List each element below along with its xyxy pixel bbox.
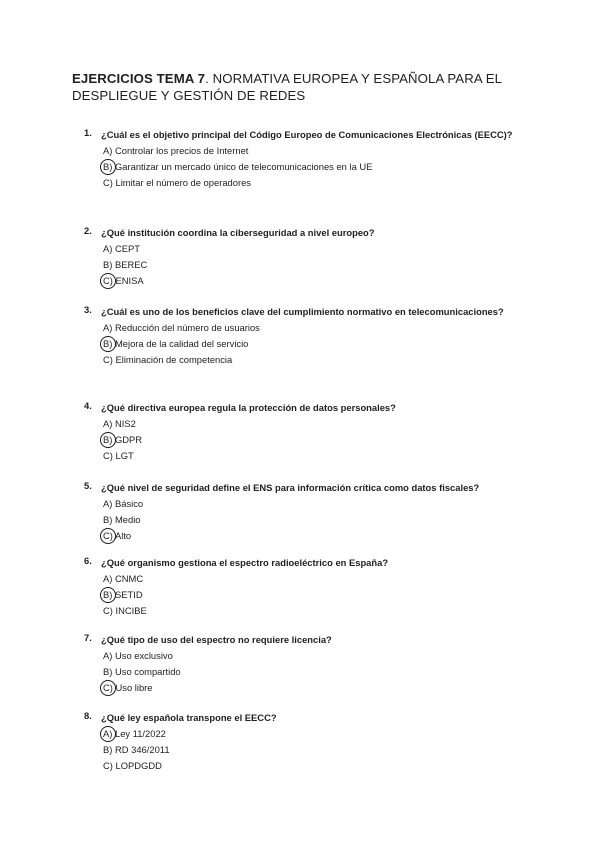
question-text: ¿Qué directiva europea regula la protección de datos personales? (101, 402, 396, 413)
title-rest: . NORMATIVA EUROPEA Y ESPAÑOLA PARA EL DESPLIEGUE Y GESTIÓN DE REDES (72, 71, 502, 103)
question-number: 8. (84, 710, 92, 721)
question-8 (84, 710, 524, 774)
option-a-circled: A) Ley 11/2022 (103, 726, 524, 742)
option-c: C) LGT (103, 449, 134, 461)
question-text: ¿Cuál es uno de los beneficios clave del cumplimiento normativo en telecomunicaciones? (101, 306, 504, 317)
option-a: A) NIS2 (103, 417, 136, 429)
option-b: B) Medio (103, 513, 141, 525)
question-number: 4. (84, 400, 92, 411)
option-c-circled: C) Uso libre (103, 680, 524, 696)
option-c: C) INCIBE (103, 604, 147, 616)
question-number: 2. (84, 225, 92, 236)
option-a: A) CNMC (103, 572, 144, 584)
question-number: 3. (84, 304, 92, 315)
option-b-circled: B) GDPR (103, 432, 524, 448)
question-2 (84, 225, 524, 289)
option-c: C) LOPDGDD (103, 759, 162, 771)
option-b-circled: B) SETID (103, 587, 524, 603)
option-b: B) Uso compartido (103, 665, 181, 677)
question-7 (84, 632, 524, 696)
question-number: 6. (84, 555, 92, 566)
document-title (72, 70, 542, 104)
option-b-circled: B) Mejora de la calidad del servicio (103, 336, 524, 352)
option-a: A) CEPT (103, 242, 140, 254)
question-number: 1. (84, 127, 92, 138)
question-5 (84, 480, 524, 544)
option-b-circled: B) Garantizar un mercado único de telecomunicaciones en la UE (103, 159, 524, 175)
option-a: A) Uso exclusivo (103, 649, 173, 661)
option-a: A) Reducción del número de usuarios (103, 321, 260, 333)
option-c-circled: C) ENISA (103, 273, 524, 289)
option-b: B) BEREC (103, 258, 148, 270)
question-text: ¿Qué institución coordina la ciberseguridad a nivel europeo? (101, 227, 375, 238)
option-a: A) Controlar los precios de Internet (103, 144, 249, 156)
title-bold: EJERCICIOS TEMA 7 (72, 71, 206, 86)
question-text: ¿Qué organismo gestiona el espectro radioeléctrico en España? (101, 557, 389, 568)
question-text: ¿Qué tipo de uso del espectro no requiere licencia? (101, 634, 332, 645)
option-b: B) RD 346/2011 (103, 743, 170, 755)
option-c-circled: C) Alto (103, 528, 524, 544)
option-c: C) Eliminación de competencia (103, 353, 233, 365)
question-text: ¿Cuál es el objetivo principal del Código Europeo de Comunicaciones Electrónicas (EECC)? (101, 129, 513, 140)
question-1 (84, 127, 524, 191)
question-text: ¿Qué nivel de seguridad define el ENS para información crítica como datos fiscales? (101, 482, 480, 493)
question-6 (84, 555, 524, 619)
question-text: ¿Qué ley española transpone el EECC? (101, 712, 277, 723)
option-a: A) Básico (103, 497, 144, 509)
question-4 (84, 400, 524, 464)
option-c: C) Limitar el número de operadores (103, 176, 251, 188)
question-number: 7. (84, 632, 92, 643)
question-3 (84, 304, 524, 368)
question-number: 5. (84, 480, 92, 491)
